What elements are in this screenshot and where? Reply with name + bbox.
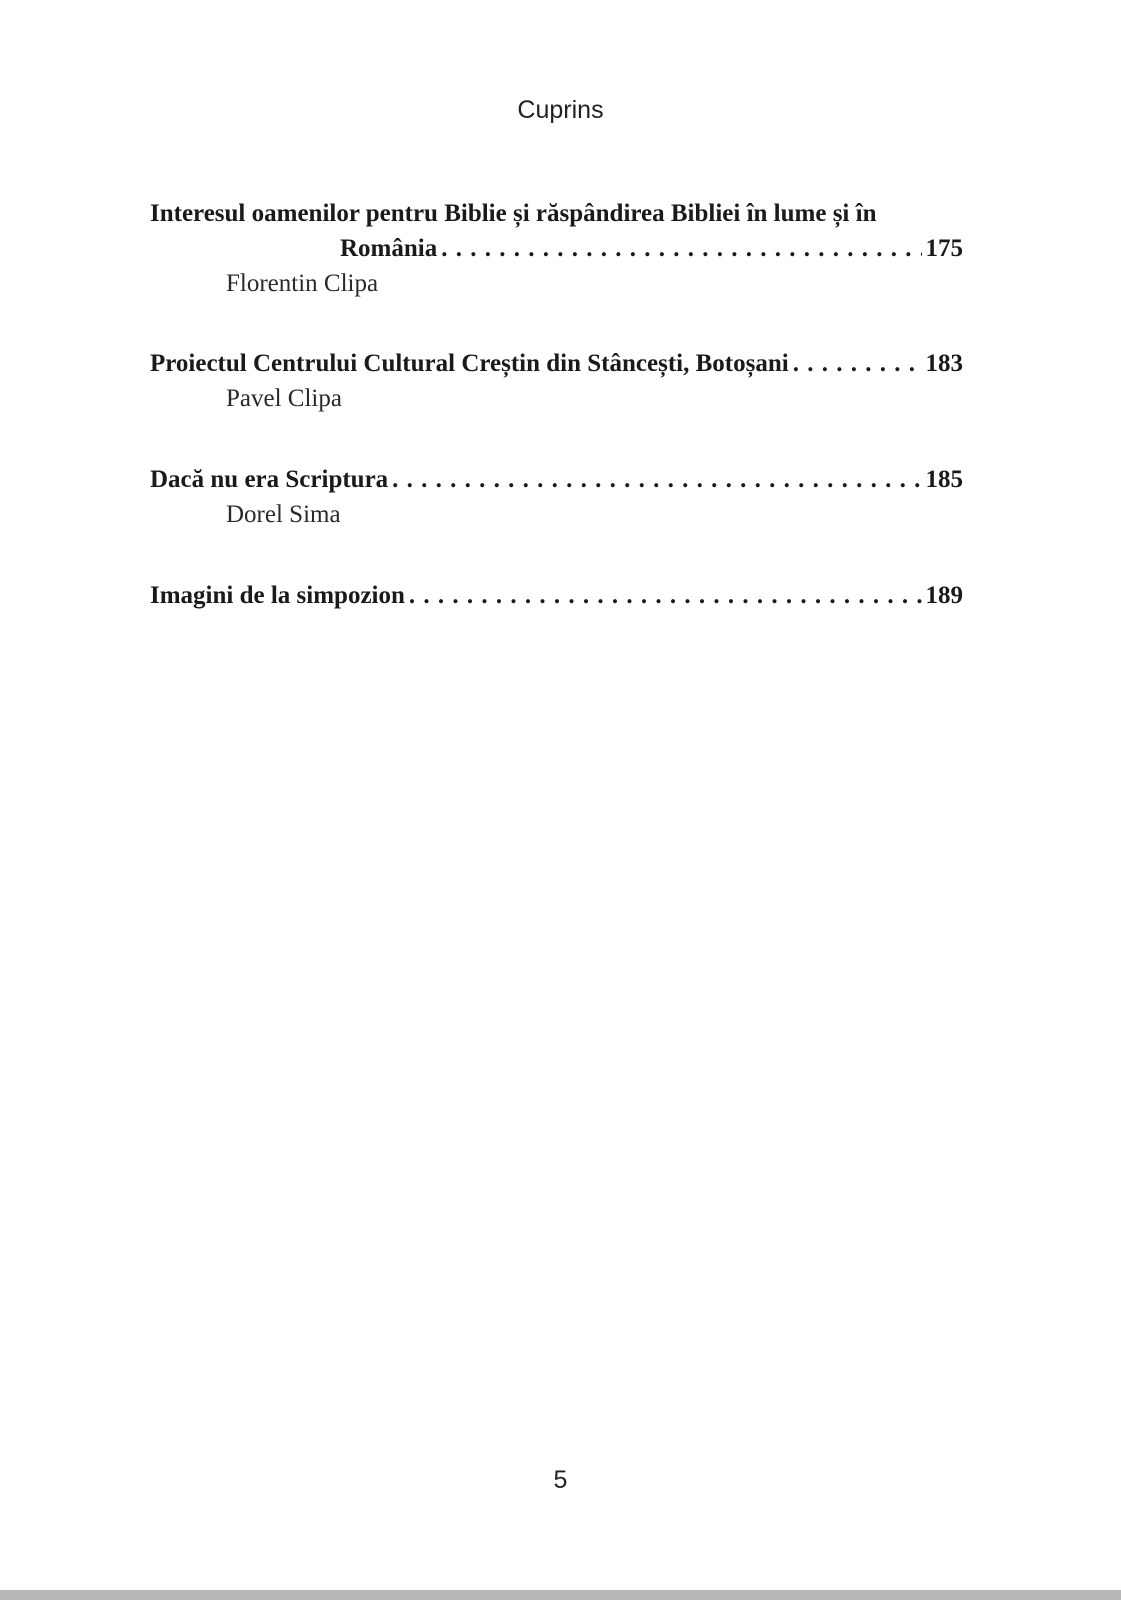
toc-entry-title-continuation xyxy=(150,231,963,266)
toc-entry-title: Imagini de la simpozion xyxy=(150,582,405,609)
toc-entry-author: Pavel Clipa xyxy=(226,385,342,412)
toc-entry xyxy=(150,578,963,613)
dot-leader xyxy=(409,578,922,613)
toc-entry-title: Dacă nu era Scriptura xyxy=(150,466,389,493)
toc-page-number: 183 xyxy=(925,350,963,377)
toc-entry-author: Florentin Clipa xyxy=(226,270,379,297)
toc-entry-line xyxy=(150,462,963,497)
page-title: Cuprins xyxy=(517,96,604,124)
toc-page-number: 185 xyxy=(925,466,963,493)
toc-entry-line xyxy=(150,578,963,613)
page-number: 5 xyxy=(553,1466,568,1494)
toc-entry-line xyxy=(150,346,963,381)
toc-page-number: 189 xyxy=(925,582,963,609)
toc-entry-author: Dorel Sima xyxy=(226,501,341,528)
toc-entry-title: Interesul oamenilor pentru Biblie și răspândirea Bibliei în lume și în xyxy=(150,200,877,227)
toc-entry xyxy=(150,462,963,532)
viewer-bottom-bar xyxy=(0,1590,1121,1600)
dot-leader xyxy=(441,231,921,266)
dot-leader xyxy=(392,462,921,497)
toc-entry-title: Proiectul Centrului Cultural Creștin din Stâncești, Botoșani xyxy=(150,350,789,377)
toc-entry xyxy=(150,346,963,416)
toc-page-number: 175 xyxy=(925,235,963,262)
toc-entry xyxy=(150,196,963,301)
dot-leader xyxy=(793,346,922,381)
toc-entry-title: România xyxy=(340,235,438,262)
